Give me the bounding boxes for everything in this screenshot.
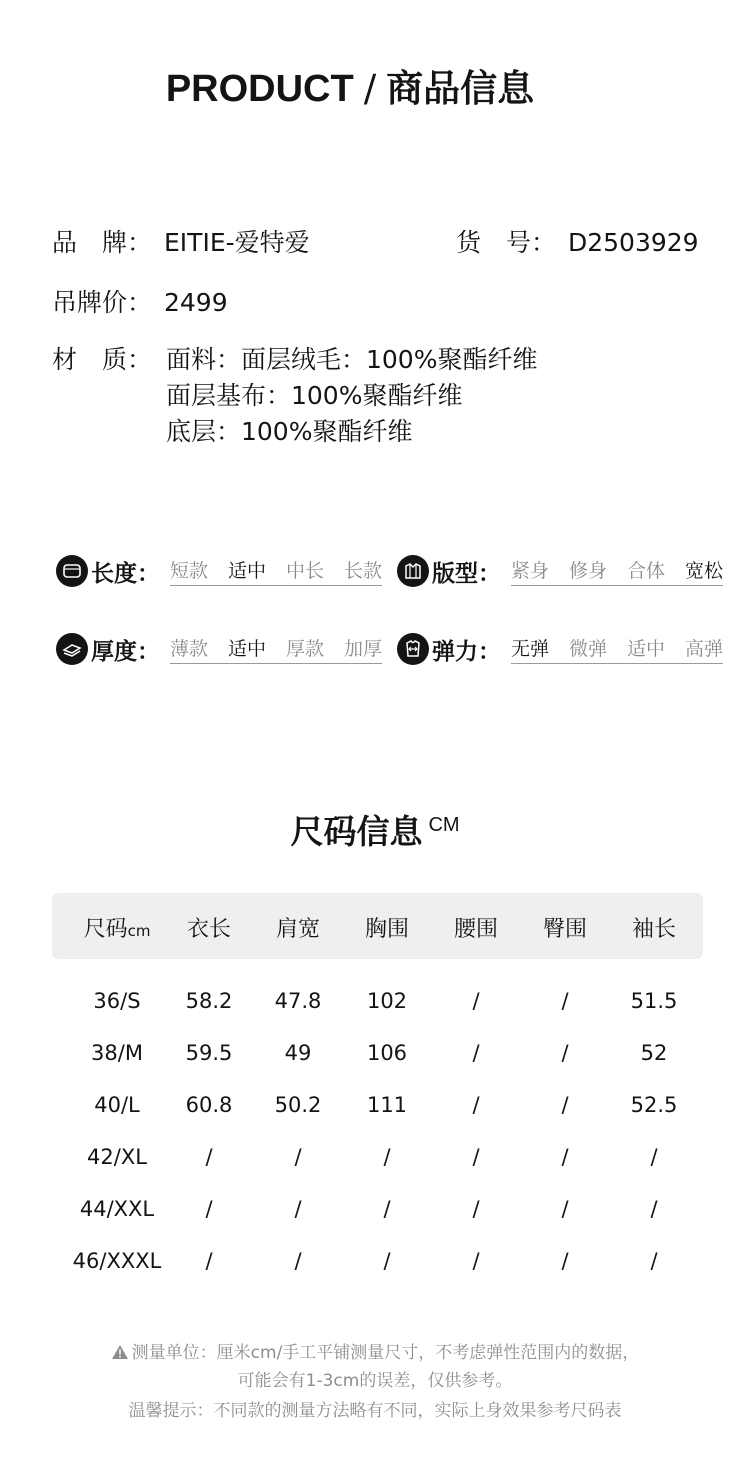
table-cell: /: [650, 1249, 658, 1273]
size-table-header: [52, 893, 703, 959]
option-slim: 修身: [569, 560, 608, 582]
attr-length-name: 长度：: [91, 560, 160, 587]
option-thin: 薄款: [170, 638, 209, 660]
table-row: [52, 1137, 703, 1177]
table-cell: /: [294, 1145, 302, 1169]
price-label: 吊牌价：: [52, 288, 153, 317]
table-cell: 111: [366, 1093, 408, 1117]
table-cell: 52: [640, 1041, 668, 1065]
attr-thickness-options: [170, 634, 382, 664]
table-cell: /: [561, 1249, 569, 1273]
table-cell: /: [205, 1197, 213, 1221]
table-cell: /: [561, 1093, 569, 1117]
attr-thickness-name: 厚度：: [91, 638, 160, 665]
garment-fit-icon: [397, 555, 429, 587]
attr-length-options: [170, 556, 382, 586]
attr-length: [56, 554, 382, 588]
material-row: [52, 342, 538, 446]
table-row: [52, 1085, 703, 1125]
table-cell: 49: [284, 1041, 312, 1065]
table-cell: 38/M: [91, 1041, 143, 1065]
option-mid-long: 中长: [286, 560, 325, 582]
table-row: [52, 981, 703, 1021]
table-row: [52, 1241, 703, 1281]
table-cell: /: [294, 1249, 302, 1273]
table-cell: 44/XXL: [79, 1197, 155, 1221]
note-line-3: 温馨提示：不同款的测量方法略有不同，实际上身效果参考尺码表: [128, 1401, 622, 1421]
page-title: [0, 58, 700, 112]
table-cell: /: [561, 1041, 569, 1065]
table-cell: 46/XXXL: [72, 1249, 162, 1273]
title-slash: /: [363, 67, 377, 110]
price-value: 2499: [164, 288, 228, 317]
price-row: [52, 285, 228, 321]
table-cell: 60.8: [185, 1093, 233, 1117]
option-short: 短款: [170, 560, 209, 582]
header-unit: cm: [127, 922, 151, 940]
table-cell: /: [472, 1041, 480, 1065]
table-cell: /: [472, 1145, 480, 1169]
option-regular: 合体: [627, 560, 666, 582]
sku-label: 货 号：: [456, 228, 557, 257]
table-cell: /: [472, 1197, 480, 1221]
fabric-thickness-icon: [56, 633, 88, 665]
sku-row: [456, 225, 699, 261]
header-size: 尺码cm: [83, 917, 151, 942]
header-sleeve: 袖长: [631, 917, 676, 942]
material-line: 面料：面层绒毛：100%聚酯纤维: [166, 345, 538, 374]
attr-stretch-name: 弹力：: [432, 638, 501, 665]
table-cell: /: [205, 1145, 213, 1169]
option-medium-thickness: 适中: [228, 638, 267, 660]
table-cell: 42/XL: [87, 1145, 147, 1169]
option-medium-stretch: 适中: [627, 638, 666, 660]
table-cell: 58.2: [185, 989, 233, 1013]
material-lines: [166, 342, 537, 450]
table-cell: /: [383, 1249, 391, 1273]
table-cell: /: [205, 1249, 213, 1273]
size-title-unit: CM: [428, 814, 460, 836]
table-cell: /: [294, 1197, 302, 1221]
table-cell: 36/S: [93, 989, 141, 1013]
option-slight-stretch: 微弹: [569, 638, 608, 660]
header-length: 衣长: [186, 917, 231, 942]
option-high-stretch: 高弹: [685, 638, 724, 660]
table-cell: /: [472, 1249, 480, 1273]
option-medium: 适中: [228, 560, 267, 582]
attr-fit-options: [511, 556, 723, 586]
attr-fit-name: 版型：: [432, 560, 501, 587]
table-cell: /: [383, 1197, 391, 1221]
warning-icon: [111, 1344, 129, 1365]
note-line-1: [0, 1338, 750, 1365]
brand-label: 品 牌：: [52, 228, 153, 257]
attr-thickness: [56, 632, 382, 666]
title-en: PRODUCT: [165, 68, 354, 110]
stretch-icon: [397, 633, 429, 665]
option-thick: 厚款: [286, 638, 325, 660]
table-cell: 40/L: [94, 1093, 140, 1117]
table-cell: /: [561, 1145, 569, 1169]
header-chest: 胸围: [364, 917, 409, 942]
sku-value: D2503929: [568, 228, 699, 257]
table-cell: 47.8: [274, 989, 322, 1013]
note-line-2: 可能会有1-3cm的误差，仅供参考。: [237, 1371, 513, 1391]
table-cell: /: [383, 1145, 391, 1169]
option-loose: 宽松: [685, 560, 724, 582]
table-cell: /: [472, 1093, 480, 1117]
option-long: 长款: [344, 560, 383, 582]
title-cn: 商品信息: [386, 67, 535, 110]
table-cell: /: [650, 1197, 658, 1221]
attr-fit: [397, 554, 723, 588]
material-line: 面层基布：100%聚酯纤维: [166, 381, 463, 410]
table-cell: 106: [366, 1041, 408, 1065]
table-cell: 59.5: [185, 1041, 233, 1065]
header-shoulder: 肩宽: [275, 917, 320, 942]
table-cell: /: [472, 989, 480, 1013]
table-cell: /: [650, 1145, 658, 1169]
size-section-title: [0, 806, 750, 853]
brand-row: [52, 225, 310, 261]
header-waist: 腰围: [453, 917, 498, 942]
note-text-1: 测量单位：厘米cm/手工平铺测量尺寸，不考虑弹性范围内的数据，: [131, 1343, 640, 1363]
garment-length-icon: [56, 555, 88, 587]
table-cell: 50.2: [274, 1093, 322, 1117]
option-tight: 紧身: [511, 560, 550, 582]
material-line: 底层：100%聚酯纤维: [166, 417, 413, 446]
table-cell: /: [561, 989, 569, 1013]
option-extra-thick: 加厚: [344, 638, 383, 660]
table-cell: /: [561, 1197, 569, 1221]
attr-stretch: [397, 632, 723, 666]
table-cell: 51.5: [630, 989, 678, 1013]
table-row: [52, 1033, 703, 1073]
table-cell: 102: [366, 989, 408, 1013]
material-label: 材 质：: [52, 345, 153, 374]
attr-stretch-options: [511, 634, 723, 664]
size-title-text: 尺码信息: [290, 812, 423, 851]
option-no-stretch: 无弹: [511, 638, 550, 660]
brand-value: EITIE-爱特爱: [164, 228, 310, 257]
header-hip: 臀围: [542, 917, 587, 942]
table-cell: 52.5: [630, 1093, 678, 1117]
table-row: [52, 1189, 703, 1229]
